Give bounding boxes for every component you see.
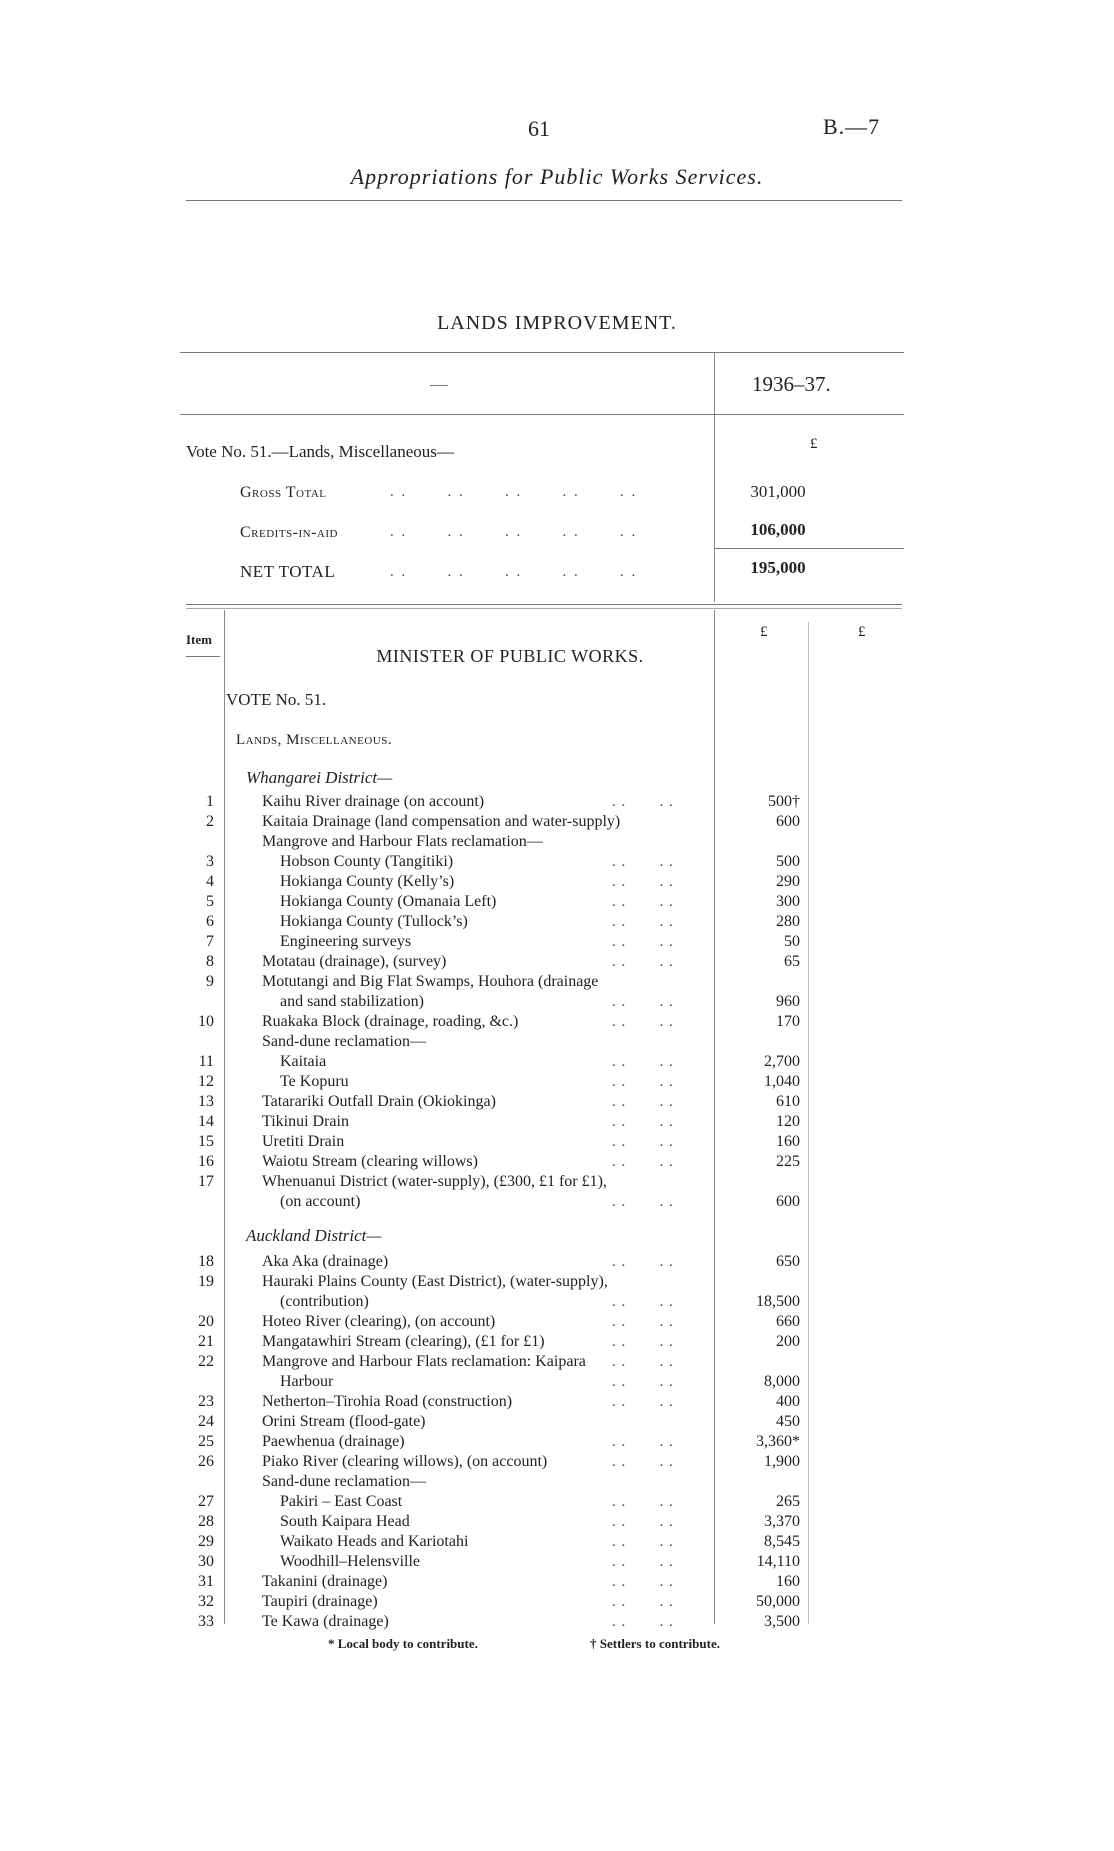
detail-top-rule-2	[186, 608, 902, 609]
item-number: 25	[198, 1433, 214, 1450]
leader-dots: . . . .	[612, 1074, 674, 1090]
item-description: Taupiri (drainage)	[262, 1593, 378, 1610]
item-number: 33	[198, 1613, 214, 1630]
item-amount: 18,500	[756, 1293, 800, 1310]
item-number: 21	[198, 1333, 214, 1350]
leader-dots: . . . .	[612, 914, 674, 930]
item-number: 15	[198, 1133, 214, 1150]
item-number: 2	[206, 813, 214, 830]
item-description: Piako River (clearing willows), (on account)	[262, 1453, 548, 1470]
item-description: South Kaipara Head	[280, 1513, 410, 1530]
leader-dots: . . . .	[612, 1094, 674, 1110]
item-number: 27	[198, 1493, 214, 1510]
item-description: Mangrove and Harbour Flats reclamation: Kaipara	[262, 1353, 586, 1370]
district-heading-auckland: Auckland District—	[246, 1226, 382, 1245]
item-description: Orini Stream (flood-gate)	[262, 1413, 426, 1430]
item-number: 28	[198, 1513, 214, 1530]
item-description: Mangatawhiri Stream (clearing), (£1 for £1)	[262, 1333, 545, 1350]
leader-dots: . . . .	[612, 1574, 674, 1590]
item-description: Hobson County (Tangitiki)	[280, 853, 454, 870]
section-heading: Lands, Miscellaneous.	[236, 732, 393, 748]
item-description: Whenuanui District (water-supply), (£300, £1 for £1),	[262, 1173, 607, 1190]
item-amount: 960	[776, 993, 800, 1010]
item-amount: 160	[776, 1133, 800, 1150]
item-number: 31	[198, 1573, 214, 1590]
leader-dots: . . . .	[612, 1394, 674, 1410]
header-rule	[186, 200, 902, 201]
leader-dots: . . . .	[612, 874, 674, 890]
credits-in-aid-label: Credits-in-aid	[240, 524, 338, 541]
item-number: 14	[198, 1113, 214, 1130]
item-amount: 3,370	[764, 1513, 800, 1530]
item-amount: 265	[776, 1493, 800, 1510]
item-number: 23	[198, 1393, 214, 1410]
leader-dots: . . . .	[612, 1154, 674, 1170]
leader-dots: . . . .	[612, 1194, 674, 1210]
leader-dots: . . . .	[612, 1054, 674, 1070]
net-total-label: NET TOTAL	[240, 562, 336, 581]
leader-dots: . . . .	[612, 1494, 674, 1510]
leader-dots: . . . .	[612, 1314, 674, 1330]
gross-total-label: Gross Total	[240, 484, 327, 501]
item-description: (on account)	[280, 1193, 361, 1210]
item-number: 8	[206, 953, 214, 970]
item-number: 22	[198, 1353, 214, 1370]
item-amount: 65	[784, 953, 800, 970]
item-amount: 650	[776, 1253, 800, 1270]
item-number: 10	[198, 1013, 214, 1030]
item-description: and sand stabilization)	[280, 993, 424, 1010]
item-number: 6	[206, 913, 214, 930]
item-description: Netherton–Tirohia Road (construction)	[262, 1393, 513, 1410]
leader-dots: . . . .	[612, 1514, 674, 1530]
item-number: 4	[206, 873, 214, 890]
item-number: 3	[206, 853, 214, 870]
item-amount: 8,000	[764, 1373, 800, 1390]
item-amount: 50,000	[756, 1593, 800, 1610]
item-description: Hauraki Plains County (East District), (water-supply),	[262, 1273, 608, 1290]
item-number: 17	[198, 1173, 214, 1190]
item-number: 12	[198, 1073, 214, 1090]
item-description: Harbour	[280, 1373, 334, 1390]
item-description: Hoteo River (clearing), (on account)	[262, 1313, 496, 1330]
minister-heading: MINISTER OF PUBLIC WORKS.	[376, 646, 644, 666]
leader-dots: . . . .	[612, 894, 674, 910]
leader-dots: . . . .	[612, 1614, 674, 1630]
summary-dash: —	[430, 374, 448, 394]
gross-total-value: 301,000	[750, 482, 806, 501]
item-amount: 610	[776, 1093, 800, 1110]
item-description: Tikinui Drain	[262, 1113, 349, 1130]
total-column-rule	[808, 622, 809, 1624]
item-amount: 1,900	[764, 1453, 800, 1470]
item-amount: 14,110	[756, 1553, 800, 1570]
item-number: 29	[198, 1533, 214, 1550]
item-amount: 1,040	[764, 1073, 800, 1090]
item-number: 11	[198, 1053, 214, 1070]
total-pound-sign: £	[858, 624, 866, 640]
item-description: Motutangi and Big Flat Swamps, Houhora (drainage	[262, 973, 599, 990]
item-description: (contribution)	[280, 1293, 369, 1310]
item-number: 16	[198, 1153, 214, 1170]
leader-dots: . . . .	[612, 1294, 674, 1310]
leader-dots: . . . .	[612, 1534, 674, 1550]
item-number: 7	[206, 933, 214, 950]
item-amount: 225	[776, 1153, 800, 1170]
item-amount: 600	[776, 1193, 800, 1210]
leader-dots: . . . .	[612, 854, 674, 870]
item-description: Hokianga County (Kelly’s)	[280, 873, 455, 890]
credits-in-aid-value: 106,000	[750, 520, 806, 539]
item-number: 20	[198, 1313, 214, 1330]
item-amount: 200	[776, 1333, 800, 1350]
item-amount: 290	[776, 873, 800, 890]
item-description: Kaitaia	[280, 1053, 327, 1070]
item-number: 9	[206, 973, 214, 990]
item-description: Uretiti Drain	[262, 1133, 345, 1150]
document-reference: B.—7	[823, 114, 881, 139]
item-description: Tatarariki Outfall Drain (Okiokinga)	[262, 1093, 496, 1110]
item-number: 32	[198, 1593, 214, 1610]
item-amount: 400	[776, 1393, 800, 1410]
item-description: Sand-dune reclamation—	[262, 1033, 426, 1050]
item-amount: 500†	[768, 793, 800, 810]
summary-pound-sign: £	[810, 436, 818, 452]
item-amount: 3,500	[764, 1613, 800, 1630]
amount-column-rule	[714, 610, 715, 1624]
item-description: Mangrove and Harbour Flats reclamation—	[262, 833, 543, 850]
gross-total-leader: . . . . . . . . . .	[390, 484, 638, 500]
summary-top-rule	[180, 352, 904, 353]
item-number: 1	[206, 793, 214, 810]
summary-vote-line: Vote No. 51.—Lands, Miscellaneous—	[186, 442, 454, 461]
item-description: Kaihu River drainage (on account)	[262, 793, 485, 810]
item-description: Aka Aka (drainage)	[262, 1253, 389, 1270]
footnote-settlers: † Settlers to contribute.	[590, 1636, 720, 1651]
leader-dots: . . . .	[612, 934, 674, 950]
item-description: Te Kawa (drainage)	[262, 1613, 389, 1630]
item-description: Waiotu Stream (clearing willows)	[262, 1153, 478, 1170]
credits-in-aid-leader: . . . . . . . . . .	[390, 524, 638, 540]
item-number: 26	[198, 1453, 214, 1470]
vote-heading: VOTE No. 51.	[226, 690, 327, 709]
item-number: 30	[198, 1553, 214, 1570]
district-heading-whangarei: Whangarei District—	[246, 768, 393, 787]
item-amount: 160	[776, 1573, 800, 1590]
item-description: Kaitaia Drainage (land compensation and water-supply)	[262, 813, 621, 830]
net-total-value: 195,000	[750, 558, 806, 577]
net-total-rule	[714, 548, 904, 549]
item-amount: 300	[776, 893, 800, 910]
item-description: Takanini (drainage)	[262, 1573, 388, 1590]
item-description: Pakiri – East Coast	[280, 1493, 403, 1510]
net-total-leader: . . . . . . . . . .	[390, 564, 638, 580]
item-amount: 50	[784, 933, 800, 950]
item-amount: 3,360*	[756, 1433, 800, 1450]
item-description: Woodhill–Helensville	[280, 1553, 421, 1570]
item-description: Waikato Heads and Kariotahi	[280, 1533, 469, 1550]
item-description: Sand-dune reclamation—	[262, 1473, 426, 1490]
page-subtitle: Appropriations for Public Works Services.	[350, 164, 764, 189]
leader-dots: . . . .	[612, 954, 674, 970]
summary-year: 1936–37.	[752, 372, 831, 396]
page-title: LANDS IMPROVEMENT.	[437, 312, 677, 334]
item-number: 24	[198, 1413, 214, 1430]
item-number: 19	[198, 1273, 214, 1290]
item-amount: 660	[776, 1313, 800, 1330]
item-column-header: Item	[186, 632, 212, 647]
item-number: 18	[198, 1253, 214, 1270]
item-amount: 280	[776, 913, 800, 930]
item-description: Motatau (drainage), (survey)	[262, 953, 447, 970]
item-description: Te Kopuru	[280, 1073, 349, 1090]
summary-header-rule	[180, 414, 904, 415]
item-number: 5	[206, 893, 214, 910]
leader-dots: . . . .	[612, 1454, 674, 1470]
leader-dots: . . . .	[612, 1354, 674, 1370]
item-column-rule	[224, 610, 225, 1624]
item-description: Paewhenua (drainage)	[262, 1433, 405, 1450]
detail-top-rule	[186, 604, 902, 605]
item-amount: 500	[776, 853, 800, 870]
leader-dots: . . . .	[612, 994, 674, 1010]
item-number: 13	[198, 1093, 214, 1110]
item-amount: 120	[776, 1113, 800, 1130]
amount-pound-sign: £	[760, 624, 768, 640]
leader-dots: . . . .	[612, 1594, 674, 1610]
footnote-local-body: * Local body to contribute.	[328, 1636, 478, 1651]
item-amount: 8,545	[764, 1533, 800, 1550]
item-amount: 450	[776, 1413, 800, 1430]
leader-dots: . . . .	[612, 1134, 674, 1150]
item-description: Hokianga County (Omanaia Left)	[280, 893, 497, 910]
item-description: Engineering surveys	[280, 933, 412, 950]
page-number: 61	[528, 116, 550, 141]
leader-dots: . . . .	[612, 1334, 674, 1350]
item-amount: 600	[776, 813, 800, 830]
leader-dots: . . . .	[612, 794, 674, 810]
leader-dots: . . . .	[612, 1554, 674, 1570]
item-amount: 170	[776, 1013, 800, 1030]
item-description: Hokianga County (Tullock’s)	[280, 913, 468, 930]
leader-dots: . . . .	[612, 1014, 674, 1030]
leader-dots: . . . .	[612, 1114, 674, 1130]
leader-dots: . . . .	[612, 1374, 674, 1390]
item-description: Ruakaka Block (drainage, roading, &c.)	[262, 1013, 519, 1030]
leader-dots: . . . .	[612, 1254, 674, 1270]
item-amount: 2,700	[764, 1053, 800, 1070]
leader-dots: . . . .	[612, 1434, 674, 1450]
